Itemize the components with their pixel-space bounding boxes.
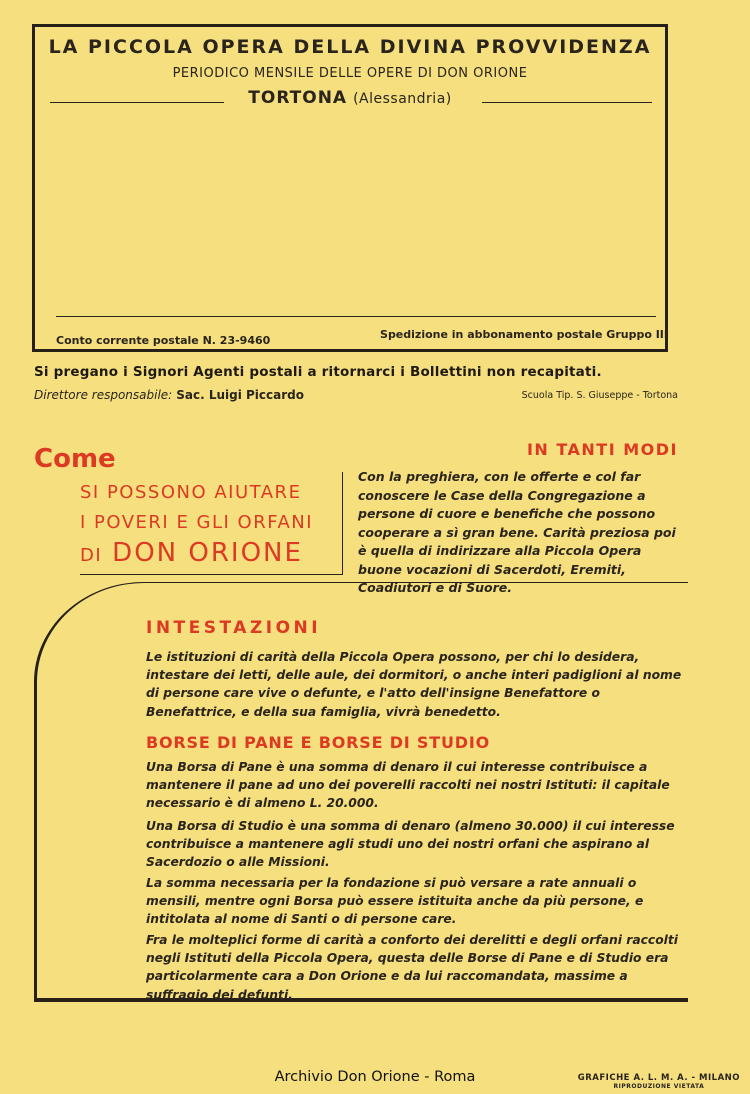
title-side-rule: [342, 472, 343, 575]
tanti-modi-heading: IN TANTI MODI: [526, 440, 678, 459]
borse-paragraph-3: La somma necessaria per la fondazione si può versare a rate annuali o mensili, mentre ogni Borsa può essere istituita anche da più persone, e intitolata al nome di Santi o di persone care.: [146, 876, 644, 927]
borse-heading: BORSE DI PANE E BORSE DI STUDIO: [146, 733, 490, 752]
reproduction-notice: RIPRODUZIONE VIETATA: [613, 1083, 705, 1090]
archive-watermark: Archivio Don Orione - Roma: [274, 1069, 476, 1085]
title-line-1: SI POSSONO AIUTARE: [80, 482, 302, 503]
intestazioni-heading: INTESTAZIONI: [146, 618, 322, 638]
postal-account: Conto corrente postale N. 23-9460: [56, 334, 271, 347]
tanti-modi-text: Con la preghiera, con le offerte e col far conoscere le Case della Congregazione a persone di cuore e benefiche che possono cooperare a sì gran bene. Carità preziosa poi è quella di indirizzare alla Piccola Opera buone vocazioni di Sacerdoti, Eremiti, Coadiutori e di Suore.: [358, 469, 676, 595]
director-name: Sac. Luigi Piccardo: [176, 388, 304, 402]
intestazioni-text: Le istituzioni di carità della Piccola Opera possono, per chi lo desidera, intestare dei letti, delle aule, dei dormitori, o anche interi padiglioni al nome di persone care vive o defunte, e l'atto dell'insigne Benefattore o Benefattrice, e della sua famiglia, vivrà benedetto.: [146, 650, 682, 719]
title-line-2: I POVERI E GLI ORFANI: [80, 512, 314, 533]
director-label: Direttore responsabile:: [34, 388, 173, 402]
province-name: (Alessandria): [353, 91, 452, 107]
title-di: DI: [80, 545, 103, 566]
city-line: [32, 88, 668, 108]
borse-paragraph-2: Una Borsa di Studio è una somma di denaro (almeno 30.000) il cui interesse contribuisce a mantenere agli studi uno dei nostri orfani che aspirano al Sacerdozio o alle Missioni.: [146, 819, 675, 870]
title-come: Come: [34, 444, 116, 474]
printer-credit: Scuola Tip. S. Giuseppe - Tortona: [521, 390, 678, 401]
title-don-orione: DON ORIONE: [112, 538, 303, 568]
postal-agents-notice: Si pregano i Signori Agenti postali a ritornarci i Bollettini non recapitati.: [34, 364, 602, 380]
periodical-title: LA PICCOLA OPERA DELLA DIVINA PROVVIDENZA: [48, 36, 652, 58]
director-line: [34, 388, 304, 402]
frame-footer-rule: [56, 316, 656, 317]
borse-paragraph-4: Fra le molteplici forme di carità a conforto dei derelitti e degli orfani raccolti negli Istituti della Piccola Opera, questa delle Borse di Pane e di Studio era particolarmente cara a Don Orione e da lui raccomandata, massime a suffragio dei defunti.: [146, 933, 678, 1002]
city-name: TORTONA: [248, 88, 348, 108]
periodical-subtitle: PERIODICO MENSILE DELLE OPERE DI DON ORIONE: [172, 66, 528, 81]
title-line-3: [80, 538, 303, 568]
postal-shipping: Spedizione in abbonamento postale Gruppo III: [380, 328, 668, 341]
borse-paragraph-1: Una Borsa di Pane è una somma di denaro il cui interesse contribuisce a mantenere il pane ad uno dei poverelli raccolti nei nostri Istituti: il capitale necessario è di almeno L. 20.000.: [146, 760, 670, 811]
title-bottom-rule: [80, 574, 342, 575]
printer-mark: [578, 1073, 740, 1090]
grafiche-name: GRAFICHE A. L. M. A. - MILANO: [577, 1073, 740, 1083]
